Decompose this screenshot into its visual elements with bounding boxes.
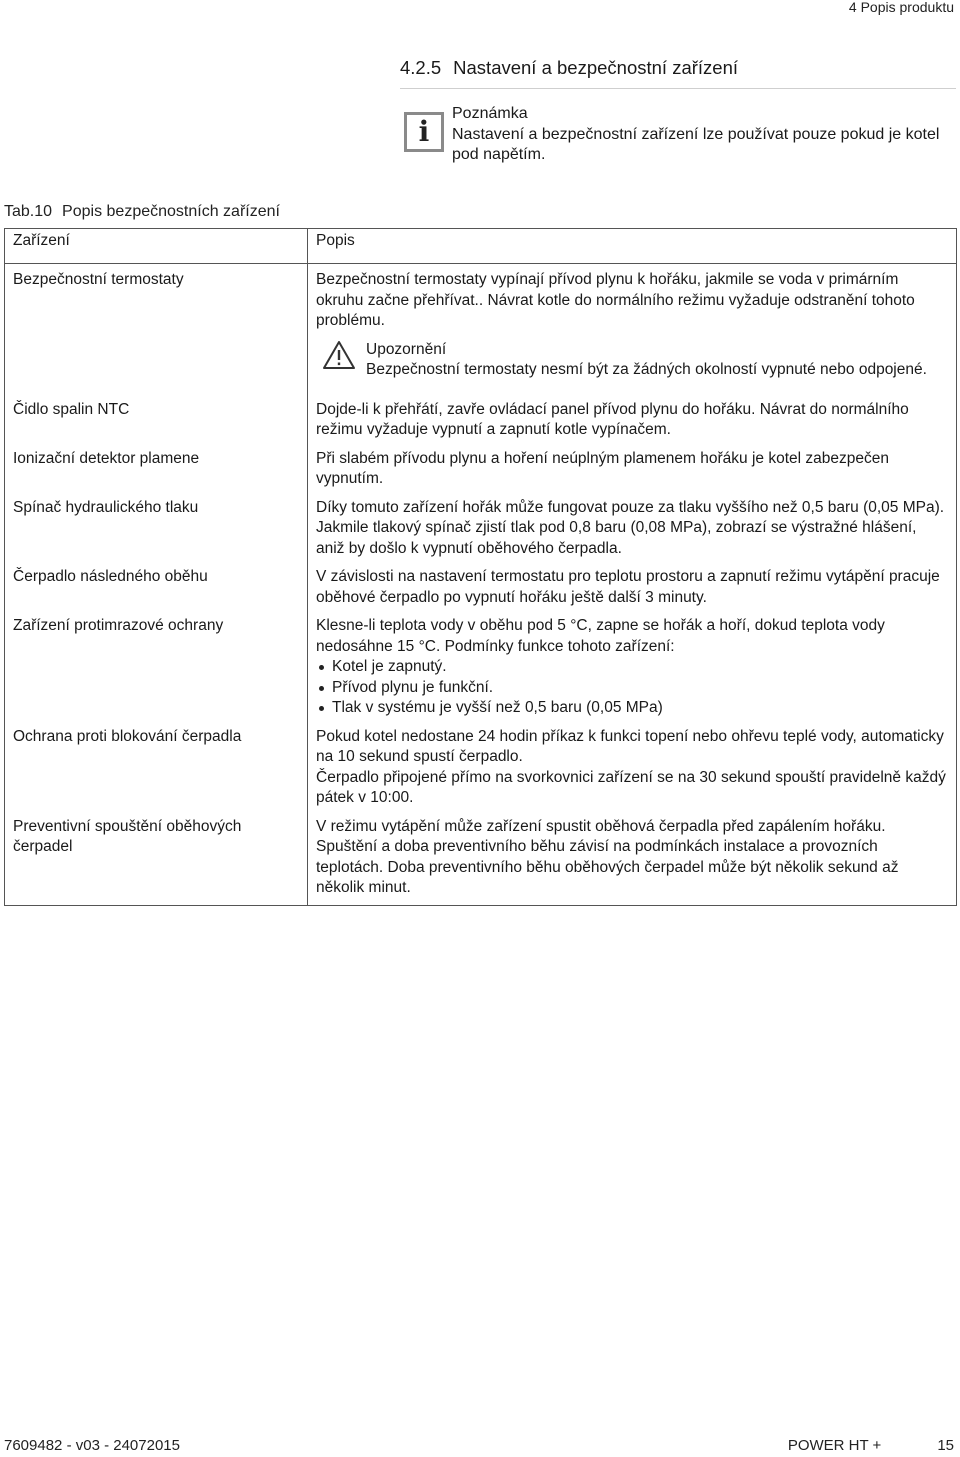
device-cell: Spínač hydraulického tlaku bbox=[5, 496, 308, 566]
safety-devices-table bbox=[4, 228, 957, 906]
warning-triangle-icon bbox=[322, 340, 356, 370]
conditions-list bbox=[316, 657, 948, 719]
table-row bbox=[5, 264, 957, 398]
description-cell bbox=[308, 614, 957, 725]
warning-title: Upozornění bbox=[366, 340, 447, 358]
section-heading bbox=[400, 58, 956, 89]
description-cell: V závislosti na nastavení termostatu pro teplotu prostoru a zapnutí režimu vytápění pracuje oběhové čerpadlo po vypnutí hořáku ještě další 3 minuty. bbox=[308, 565, 957, 614]
warning-box bbox=[316, 340, 948, 390]
footer-right bbox=[788, 1436, 954, 1457]
table-row bbox=[5, 565, 957, 614]
warning-text: Bezpečnostní termostaty nesmí být za žádných okolností vypnuté nebo odpojené. bbox=[366, 361, 927, 378]
section-number: 4.2.5 bbox=[400, 57, 442, 78]
description-text: Čerpadlo připojené přímo na svorkovnici zařízení se na 30 sekund spouští pravidelně každý pátek v 10:00. bbox=[316, 768, 946, 806]
table-caption bbox=[4, 202, 280, 223]
page-number: 15 bbox=[937, 1437, 954, 1454]
device-cell: Ochrana proti blokování čerpadla bbox=[5, 725, 308, 815]
device-cell: Čidlo spalin NTC bbox=[5, 398, 308, 447]
table-row bbox=[5, 725, 957, 815]
footer-doc-code: 7609482 - v03 - 24072015 bbox=[4, 1437, 180, 1454]
device-cell: Preventivní spouštění oběhových čerpadel bbox=[5, 815, 308, 906]
footer-product: POWER HT + bbox=[787, 1437, 882, 1454]
section-title: Nastavení a bezpečnostní zařízení bbox=[453, 57, 739, 78]
table-row bbox=[5, 614, 957, 725]
list-item: Přívod plynu je funkční. bbox=[316, 678, 948, 699]
table-caption-title: Popis bezpečnostních zařízení bbox=[62, 203, 280, 220]
table-header-row bbox=[5, 229, 957, 264]
list-item: Tlak v systému je vyšší než 0,5 baru (0,05 MPa) bbox=[316, 698, 948, 719]
description-cell bbox=[308, 725, 957, 815]
info-icon: i bbox=[404, 112, 444, 152]
description-cell bbox=[308, 496, 957, 566]
note-text: Nastavení a bezpečnostní zařízení lze používat pouze pokud je kotel pod napětím. bbox=[452, 125, 940, 163]
device-cell: Čerpadlo následného oběhu bbox=[5, 565, 308, 614]
description-cell: Při slabém přívodu plynu a hoření neúplným plamenem hořáku je kotel zabezpečen vypnutím. bbox=[308, 447, 957, 496]
device-cell: Ionizační detektor plamene bbox=[5, 447, 308, 496]
table-row bbox=[5, 398, 957, 447]
description-text: Klesne-li teplota vody v oběhu pod 5 °C, zapne se hořák a hoří, dokud teplota vody nedosáhne 15 °C. Podmínky funkce tohoto zařízení: bbox=[316, 617, 885, 655]
device-cell: Bezpečnostní termostaty bbox=[5, 264, 308, 398]
description-text: Díky tomuto zařízení hořák může fungovat pouze za tlaku vyššího než 0,5 baru (0,05 MPa). bbox=[316, 498, 945, 516]
description-text: Bezpečnostní termostaty vypínají přívod plynu k hořáku, jakmile se voda v primárním okruhu začne přehřívat.. Návrat kotle do normálního režimu vyžaduje odstranění tohoto problému. bbox=[316, 271, 915, 329]
column-header-description: Popis bbox=[308, 229, 957, 264]
device-cell: Zařízení protimrazové ochrany bbox=[5, 614, 308, 725]
note-content bbox=[452, 104, 952, 166]
description-cell: V režimu vytápění může zařízení spustit oběhová čerpadla před zapálením hořáku. Spuštění a doba preventivního běhu závisí na podmínkách instalace a provozních teplotách. Doba preventivního běhu oběhových čerpadel může být několik sekund až několik minut. bbox=[308, 815, 957, 906]
column-header-device: Zařízení bbox=[5, 229, 308, 264]
list-item: Kotel je zapnutý. bbox=[316, 657, 948, 678]
table-row bbox=[5, 496, 957, 566]
description-text: Pokud kotel nedostane 24 hodin příkaz k funkci topení nebo ohřevu teplé vody, automaticky na 10 sekund spustí čerpadlo. bbox=[316, 727, 944, 765]
table-row bbox=[5, 447, 957, 496]
note-title: Poznámka bbox=[452, 105, 528, 122]
description-cell: Dojde-li k přehřátí, zavře ovládací panel přívod plynu do hořáku. Návrat do normálního režimu vyžaduje vypnutí a zapnutí kotle vypínačem. bbox=[308, 398, 957, 447]
description-text: Jakmile tlakový spínač zjistí tlak pod 0,8 baru (0,08 MPa), zobrazí se výstražné hlášení, aniž by došlo k vypnutí oběhového čerpadla. bbox=[316, 519, 917, 557]
table-caption-number: Tab.10 bbox=[4, 203, 53, 220]
chapter-header: 4 Popis produktu bbox=[848, 0, 954, 15]
description-cell bbox=[308, 264, 957, 398]
table-row bbox=[5, 815, 957, 906]
